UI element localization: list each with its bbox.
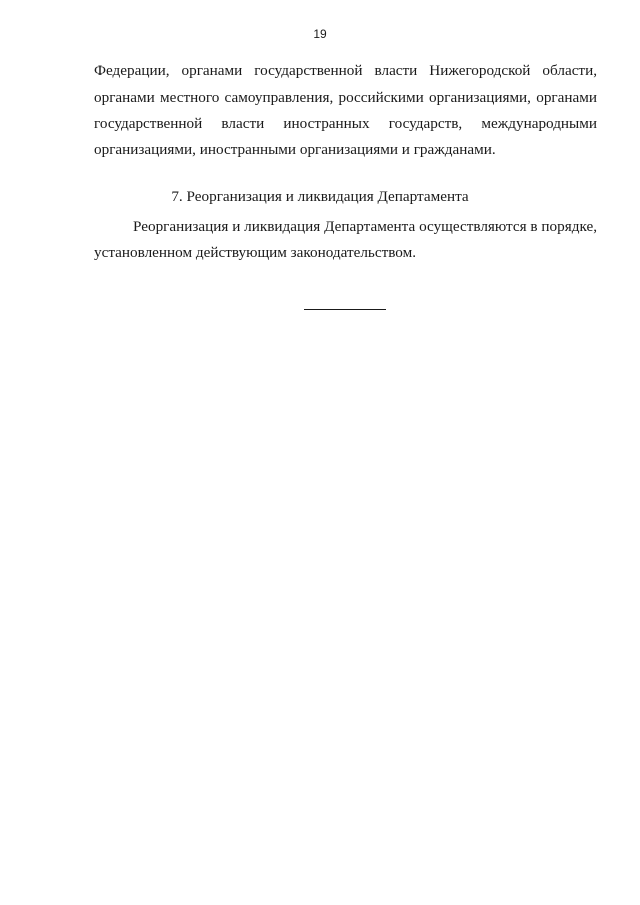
paragraph-line: государственной власти иностранных государств, международными (94, 115, 597, 132)
paragraph-line: органами местного самоуправления, российскими организациями, органами (94, 89, 597, 106)
section-heading: 7. Реорганизация и ликвидация Департамента (171, 188, 469, 205)
paragraph-line: Реорганизация и ликвидация Департамента осуществляются в порядке, (133, 218, 597, 235)
end-of-text-rule (304, 309, 386, 310)
page-number: 19 (313, 27, 327, 41)
paragraph-line: Федерации, органами государственной власти Нижегородской области, (94, 62, 597, 79)
paragraph-line: установленном действующим законодательством. (94, 244, 417, 261)
paragraph-line: организациями, иностранными организациями и гражданами. (94, 141, 496, 158)
